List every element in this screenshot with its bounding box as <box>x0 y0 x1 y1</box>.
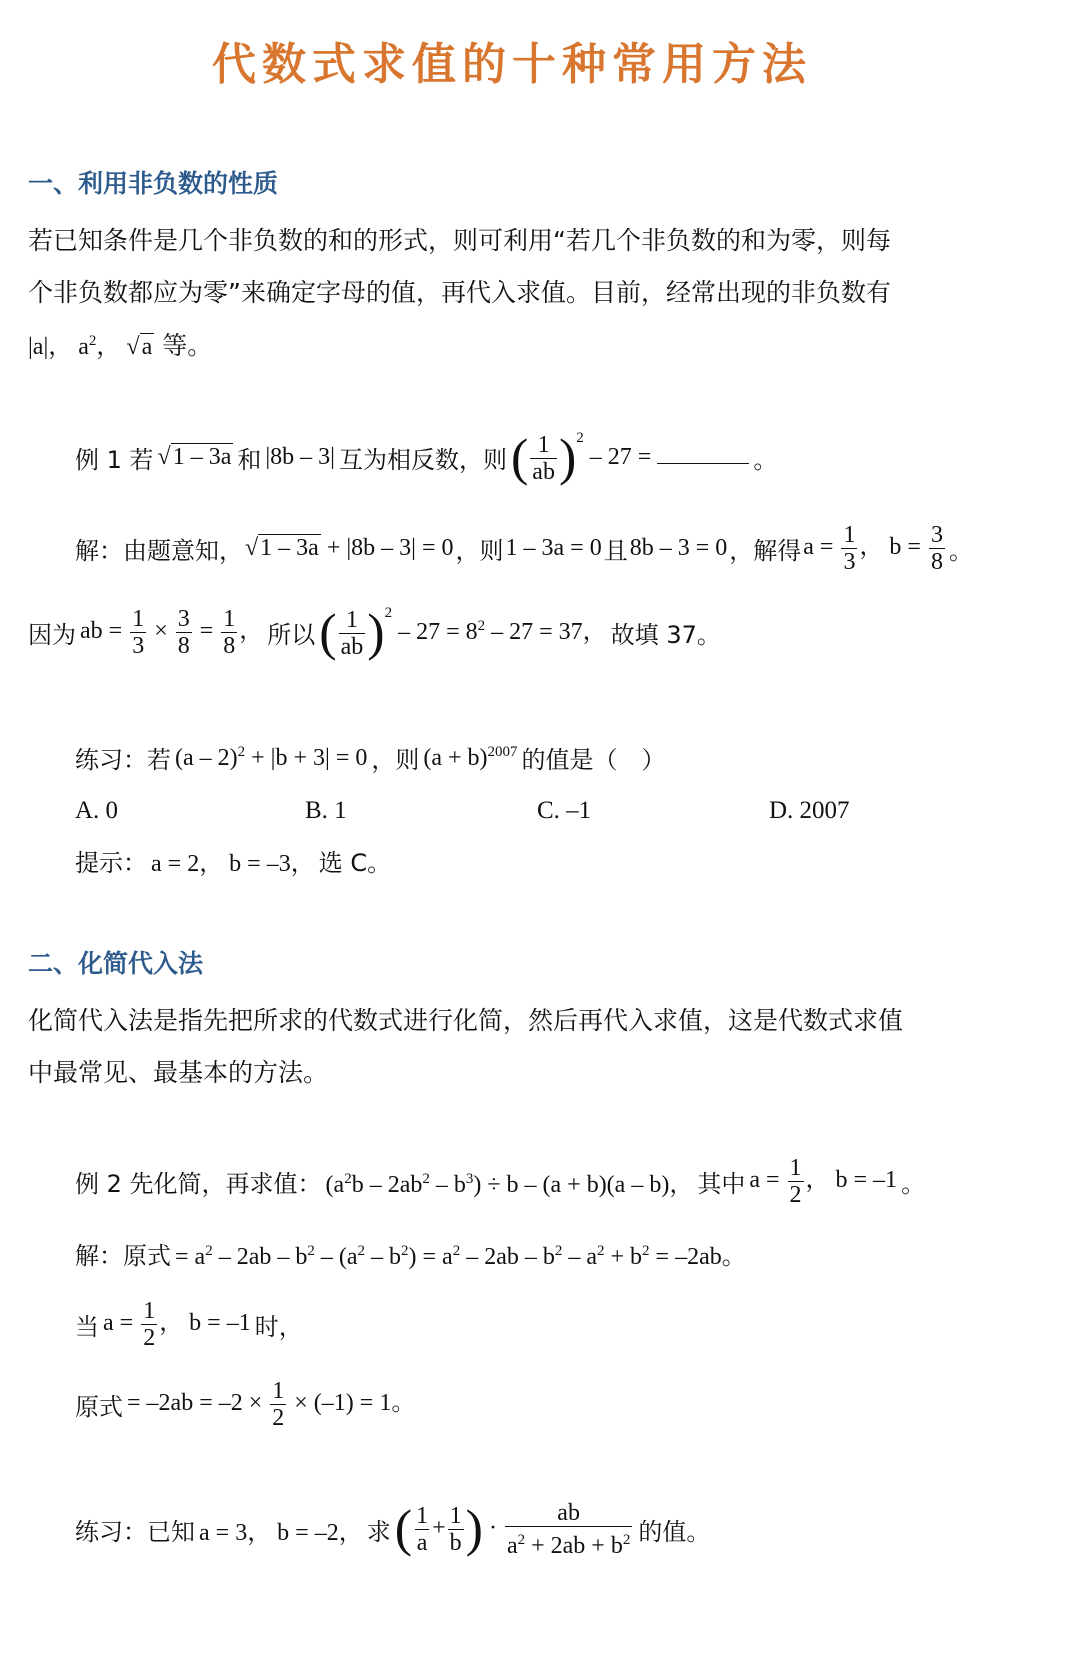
practice2: 练习：已知 a = 3， b = –2， 求 ( $\frac{1}{a}$ + $\frac{1}{b}$ ) · $\frac{ab}{a^2 + 2ab + b^2}$ 的值。 <box>75 1500 711 1559</box>
solution2-line1: 解：原式 = $a^2 - 2ab - b^2 - (a^2 - b^2) = a^2 - 2ab - b^2 - a^2 + b^2 = -2ab$。 <box>75 1236 746 1271</box>
when-end: 时， <box>254 1313 303 1341</box>
solution1-label: 解：由题意知， <box>75 537 243 565</box>
solution2-so: 所以 <box>267 620 316 649</box>
solution1-end: 。 <box>948 537 973 565</box>
practice2-end: 的值。 <box>638 1518 711 1546</box>
solution1-line2: 因为 ab = $\frac{1}{3}$ × $\frac{3}{8}$ = $\frac{1}{8}$ ， 所以 ( $\frac{1}{ab}$ )$^2 - 27 = 8^2 - 27 = 37$， 故填 37。 <box>28 604 721 662</box>
practice2-label: 练习：已知 <box>75 1518 195 1546</box>
example2-end: 。 <box>901 1170 926 1198</box>
section2-intro-line2: 中最常见、最基本的方法。 <box>28 1058 329 1087</box>
section2-intro-line1: 化简代入法是指先把所求的代数式进行化简，然后再代入求值，这是代数式求值 <box>28 1006 904 1035</box>
practice1-label: 练习：若 <box>75 746 171 774</box>
result-label: 原式 <box>75 1393 123 1421</box>
example1-label: 例 1 若 <box>75 445 154 474</box>
practice1-then: ，则 <box>371 746 420 774</box>
hint1-label: 提示： <box>75 849 147 877</box>
solution1-and: 且 <box>603 537 628 565</box>
solution2-fill: 故填 37。 <box>610 620 721 649</box>
solution1-then: ，则 <box>455 537 504 565</box>
section2-heading: 二、化简代入法 <box>28 949 204 978</box>
practice1: 练习：若 (a – 2)$^2$ + |b + 3| = 0 ，则 $(a + b)^{2007}$ 的值是（ ） <box>75 740 666 775</box>
practice2-find: 求 <box>366 1518 391 1546</box>
page-title: 代数式求值的十种常用方法 <box>212 39 812 90</box>
example1-and: 和 <box>237 445 262 474</box>
section1-intro-line1: 若已知条件是几个非负数的和的形式，则可利用“若几个非负数的和为零，则每 <box>28 226 891 255</box>
examples-tail: 等。 <box>162 331 213 360</box>
practice1-question: 的值是（ ） <box>521 746 666 774</box>
example2-label: 例 2 先化简，再求值： <box>75 1170 322 1198</box>
example2-where: 其中 <box>697 1170 746 1198</box>
example1-end: 。 <box>753 445 778 474</box>
hint1: 提示： a = 2， b = –3， 选 C。 <box>75 843 391 878</box>
hint1-choose: 选 C。 <box>318 849 392 877</box>
solution2-when: 当 a = $\frac{1}{2}$ ， b = –1 时， <box>75 1298 303 1351</box>
option-b: B. 1 <box>305 797 347 824</box>
solution2-because: 因为 <box>28 620 76 649</box>
option-d: D. 2007 <box>769 797 850 824</box>
solution1-get: ，解得 <box>729 537 802 565</box>
solution1-line1: 解：由题意知， √1 – 3a + |8b – 3| = 0 ，则 1 – 3a = 0 且 8b – 3 = 0 ，解得 a = $\frac{1}{3}$ ， b = $\frac{3}{8}$ 。 <box>75 522 973 575</box>
example2: 例 2 先化简，再求值： $(a^2b - 2ab^2 - b^3) \div b - (a + b)(a - b)$， 其中 a = $\frac{1}{2}$ ， b = –1 。 <box>75 1155 926 1208</box>
example1: 例 1 若 √1 – 3a 和 |8b – 3| 互为相反数，则 ( $\frac{1}{ab}$ )$^2$ – 27 = 。 <box>75 429 778 487</box>
option-c: C. –1 <box>537 797 592 824</box>
solution2-label: 解：原式 <box>75 1242 171 1270</box>
option-a: A. 0 <box>75 797 119 824</box>
example1-mid: 互为相反数，则 <box>338 445 507 474</box>
section1-intro-line3: |a|， $a^2$， √a 等。 <box>28 331 213 360</box>
solution2-result: 原式 = –2ab = –2 × $\frac{1}{2}$ × (–1) = 1。 <box>75 1378 416 1431</box>
section1-intro-line2: 个非负数都应为零”来确定字母的值，再代入求值。目前，经常出现的非负数有 <box>28 278 891 307</box>
section1-heading: 一、利用非负数的性质 <box>28 169 279 198</box>
when-label: 当 <box>75 1313 99 1341</box>
